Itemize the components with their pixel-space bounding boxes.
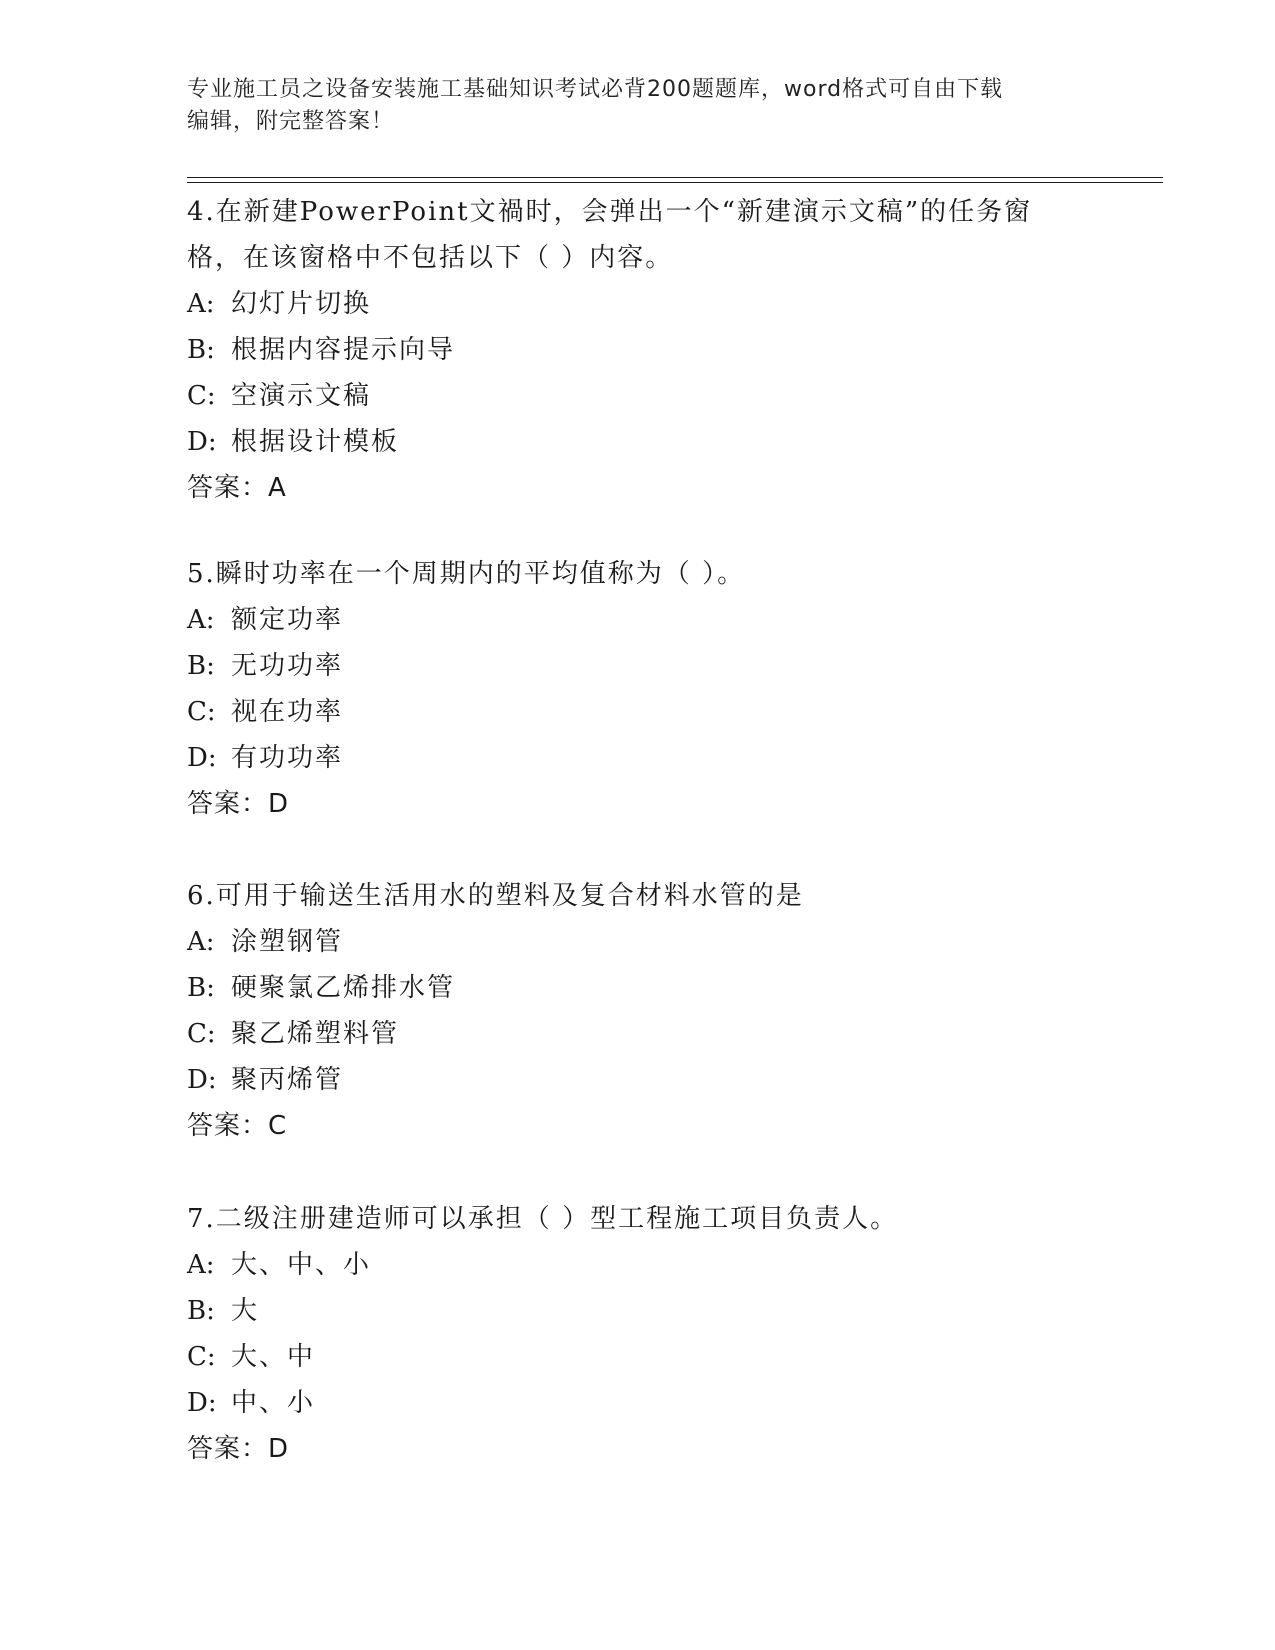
- header-divider-bottom: [187, 182, 1163, 183]
- option-label: C:: [187, 381, 216, 411]
- option-d: [187, 1057, 1087, 1103]
- answer: 答案：D: [187, 1434, 290, 1464]
- option-a: [187, 919, 1087, 965]
- option-a: [187, 1242, 1087, 1288]
- option-text: 幻灯片切换: [231, 289, 372, 319]
- question-6: [187, 873, 1087, 1149]
- option-c: [187, 1011, 1087, 1057]
- option-text: 视在功率: [231, 697, 344, 727]
- document-header: [187, 74, 1087, 138]
- option-d: [187, 1380, 1087, 1426]
- question-stem-continued: 格，在该窗格中不包括以下（ ）内容。: [187, 243, 674, 273]
- option-label: B:: [187, 335, 215, 365]
- option-text: 中、小: [231, 1388, 316, 1418]
- option-label: A:: [187, 605, 215, 635]
- option-label: C:: [187, 1342, 216, 1372]
- question-5: [187, 551, 1087, 827]
- option-label: C:: [187, 1019, 216, 1049]
- option-a: [187, 281, 1087, 327]
- header-line-1: 专业施工员之设备安装施工基础知识考试必背200题题库，word格式可自由下载: [187, 77, 1004, 102]
- option-text: 聚乙烯塑料管: [231, 1019, 400, 1049]
- option-text: 空演示文稿: [231, 381, 372, 411]
- option-label: D:: [187, 1388, 217, 1418]
- option-label: B:: [187, 651, 215, 681]
- answer: 答案：C: [187, 1111, 288, 1141]
- option-text: 额定功率: [231, 605, 344, 635]
- header-line-2: 编辑，附完整答案！: [187, 109, 395, 134]
- option-label: A:: [187, 1250, 215, 1280]
- option-label: A:: [187, 289, 215, 319]
- option-label: A:: [187, 927, 215, 957]
- answer: 答案：A: [187, 473, 287, 503]
- option-text: 大、中、小: [231, 1250, 372, 1280]
- question-stem: 5.瞬时功率在一个周期内的平均值称为（ ）。: [187, 559, 746, 589]
- option-label: D:: [187, 743, 217, 773]
- option-b: [187, 327, 1087, 373]
- option-text: 根据设计模板: [231, 427, 400, 457]
- question-4: [187, 189, 1087, 511]
- option-c: [187, 689, 1087, 735]
- option-text: 根据内容提示向导: [231, 335, 456, 365]
- option-c: [187, 1334, 1087, 1380]
- option-text: 大、中: [231, 1342, 316, 1372]
- option-label: B:: [187, 973, 215, 1003]
- question-stem: 7.二级注册建造师可以承担（ ）型工程施工项目负责人。: [187, 1204, 899, 1234]
- option-label: C:: [187, 697, 216, 727]
- option-b: [187, 965, 1087, 1011]
- question-7: [187, 1196, 1087, 1472]
- option-d: [187, 419, 1087, 465]
- option-text: 有功功率: [231, 743, 344, 773]
- option-label: B:: [187, 1296, 215, 1326]
- option-c: [187, 373, 1087, 419]
- option-text: 无功功率: [231, 651, 344, 681]
- option-label: D:: [187, 1065, 217, 1095]
- option-text: 大: [231, 1296, 260, 1326]
- option-text: 涂塑钢管: [231, 927, 344, 957]
- question-stem: 4.在新建PowerPoint文禍时，会弹出一个“新建演示文稿”的任务窗: [187, 197, 1033, 227]
- option-text: 硬聚氯乙烯排水管: [231, 973, 456, 1003]
- option-b: [187, 1288, 1087, 1334]
- option-text: 聚丙烯管: [231, 1065, 344, 1095]
- question-stem: 6.可用于输送生活用水的塑料及复合材料水管的是: [187, 881, 804, 911]
- answer: 答案：D: [187, 789, 290, 819]
- option-a: [187, 597, 1087, 643]
- header-divider-top: [187, 177, 1163, 178]
- option-label: D:: [187, 427, 217, 457]
- option-b: [187, 643, 1087, 689]
- option-d: [187, 735, 1087, 781]
